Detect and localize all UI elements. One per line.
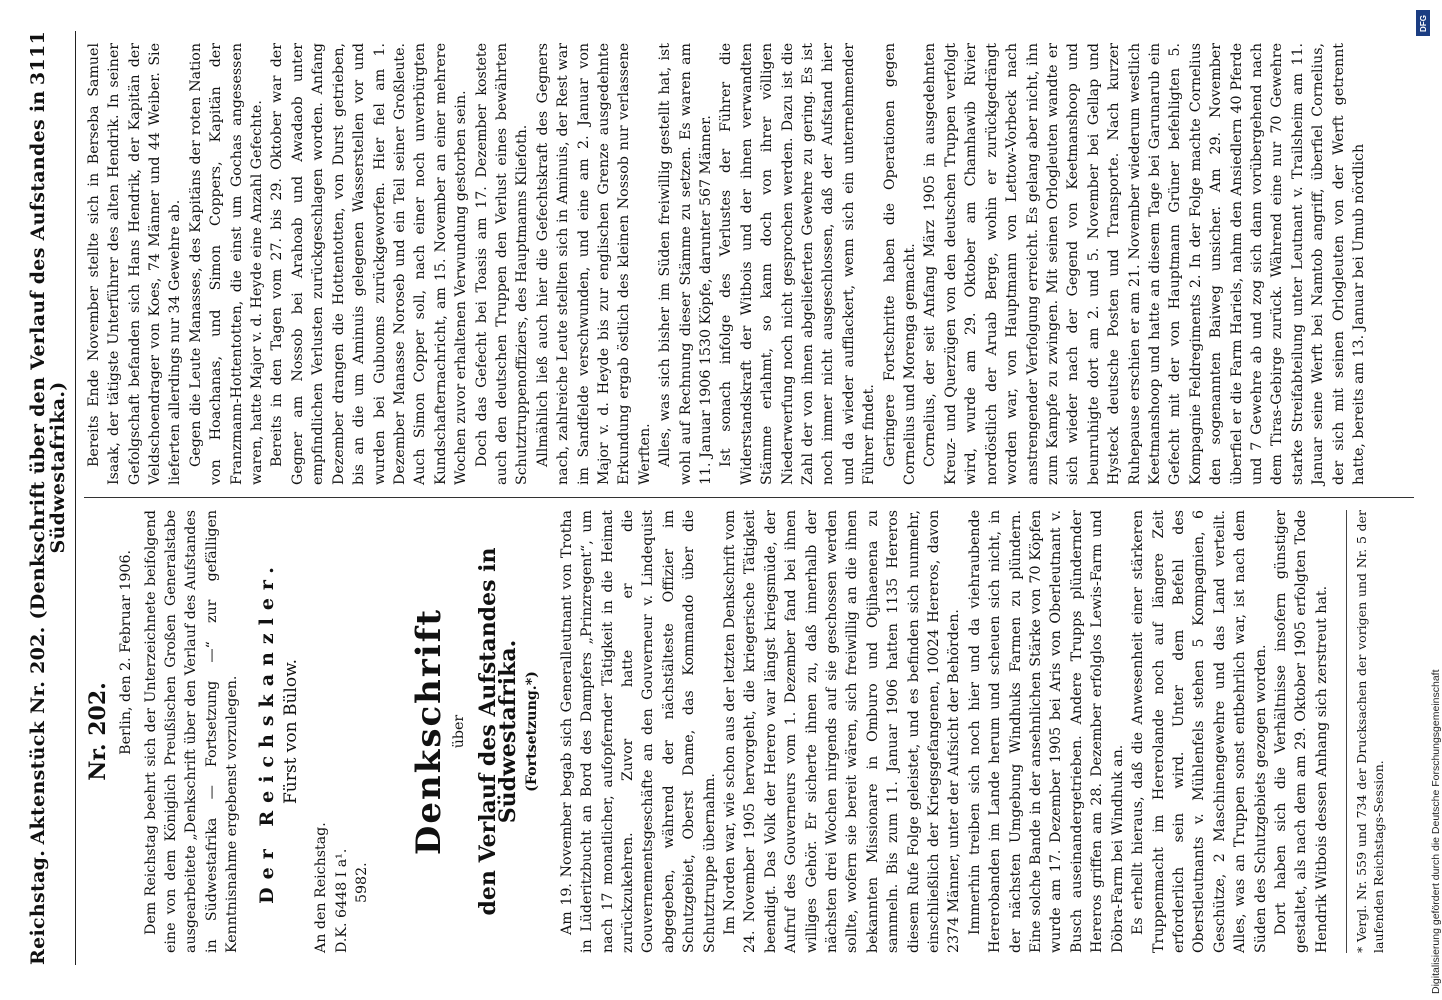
signatory-title: Der Reichskanzler. (255, 559, 278, 904)
intro-paragraph: Dem Reichstag beehrt sich der Unterzeichnete beifolgend eine von dem Königlich Preußischen Großen Generalstabe ausgearbeitete „Denkschrift über den Verlauf des Aufstandes in Südwestafrika — Fortsetzung —“ zur gefälligen Kenntnisnahme ergebenst vorzulegen. (142, 510, 241, 953)
document-date: Berlin, den 2. Februar 1906. (118, 550, 135, 755)
body-paragraph: Alles, was sich bisher im Süden freiwillig gestellt hat, ist wohl auf Rechnung dieser Stämme zu setzen. Es waren am 11. Januar 1906 1530 Köpfe, darunter 567 Männer. (657, 43, 714, 485)
reference-number: 5982. (354, 862, 371, 903)
memorandum-title: Denkschrift (408, 607, 449, 856)
body-paragraph: Cornelius, der seit Anfang März 1905 in ausgedehnten Kreuz- und Querzügen von den deutschen Truppen verfolgt wird, wurde am 29. Oktober am Chamhawib Rivier nordöstlich der Aruab Berge, wohin er zurückgedrängt worden war, von Hauptmann von Lettow-Vorbeck nach anstrengender Verfolgung erreicht. Es gelang aber nicht, ihn zum Kampfe zu zwingen. Mit seinen Orlogleuten wandte er sich wieder nach der Gegend von Keetmanshoop und beunruhigte dort am 2. und 5. November bei Gellap und Hysteck deutsche Posten und Transporte. Nach kurzer Ruhepause erschien er am 21. November wiederum westlich Keetmanshoop und hatte an diesem Tage bei Garunarub ein Gefecht mit der von Hauptmann Grüner befehligten 5. Kompagnie Feldregiments 2. In der Folge machte Cornelius den sogenannten Baiweg unsicher. Am 29. November überfiel er die Farm Hariels, nahm den Ansiedlern 40 Pferde und 7 Gewehre ab und zog sich dann vorübergehend nach dem Tiras-Gebirge zurück. Während eine nur 70 Gewehre starke Streifabteilung unter Leutnant v. Trailsheim am 11. Januar seine Werft bei Namtob angriff, überfiel Cornelius, der sich mit seinen Orlogleuten von der Werft getrennt hatte, bereits am 13. Januar bei Umub nördlich (922, 43, 1367, 485)
memorandum-ueber: über (451, 714, 468, 749)
body-paragraph: Ist sonach infolge des Verlustes der Führer die Widerstandskraft der Witbois und der ihnen verwandten Stämme erlahmt, so kann doch von ihrer völligen Niederwerfung noch nicht gesprochen werden. Dazu ist die Zahl der von ihnen abgelieferten Gewehre zu gering. Es ist noch immer nicht ausgeschlossen, daß der Aufstand hier und da wieder aufflackert, wenn sich ein unternehmender Führer findet. (718, 43, 878, 485)
body-paragraph: Im Norden war, wie schon aus der letzten Denkschrift vom 24. November 1905 hervorgeht, die kriegerische Tätigkeit beendigt. Das Volk der Herero war längst kriegsmüde, der Aufruf des Gouverneurs vom 1. Dezember fand bei ihnen williges Gehör. Er sicherte ihnen zu, daß innerhalb der nächsten drei Wochen nirgends auf sie geschossen werden sollte, wofern sie bereit wären, sich freiwillig an die ihnen bekannten Missionare in Omburo und Otjihaenena zu sammeln. Bis zum 11. Januar 1906 hatten 1135 Hereros diesem Rufe Folge geleistet, und es befinden sich nunmehr, einschließlich der Kriegsgefangenen, 10024 Hereros, davon 2374 Männer, unter der Aufsicht der Behörden. (721, 510, 963, 953)
document-number: Nr. 202. (84, 682, 111, 781)
text-columns (84, 31, 1414, 965)
body-paragraph: Allmählich ließ auch hier die Gefechtskraft des Gegners nach, zahlreiche Leute stellten sich in Aminuis, der Rest war im Sandfelde verschwunden, und eine am 2. Januar von Major v. d. Heyde bis zur englischen Grenze ausgedehnte Erkundung ergab östlich des kleinen Nossob nur verlassene Werften. (534, 43, 653, 485)
header-title: Aktenstück Nr. 202. (Denkschrift über den Verlauf des Aufstandes in Südwestafrika.) (27, 90, 70, 845)
body-paragraph: Immerhin treiben sich noch hier und da viehraubende Hererobanden im Lande herum und scheuen sich nicht, in der nächsten Umgebung Windhuks Farmen zu plündern. Eine solche Bande in der ansehnlichen Stärke von 70 Köpfen wurde am 17. Dezember 1905 bei Aris von Oberleutnant v. Busch auseinandergetrieben. Andere Trupps plündernder Hereros griffen am 28. Dezember erfolglos Lewis-Farm und Döbra-Farm bei Windhuk an. (966, 510, 1126, 953)
dfg-logo: DFG (1416, 10, 1430, 36)
body-paragraph: Geringere Fortschritte haben die Operationen gegen Cornelius und Morenga gemacht. (881, 43, 919, 485)
body-paragraph: Es erhellt hieraus, daß die Anwesenheit einer stärkeren Truppenmacht im Hererolande noch auf längere Zeit erforderlich sein wird. Unter dem Befehl des Oberstleutnants v. Mühlenfels stehen 5 Kompagnien, 6 Geschütze, 2 Maschinengewehre und das Land verteilt. Alles, was an Truppen sonst entbehrlich war, ist nach dem Süden des Schutzgebiets gezogen worden. (1130, 510, 1269, 953)
footnote: * Vergl. Nr. 559 und 734 der Drucksachen der vorigen und Nr. 5 der laufenden Reichstags-Session. (1346, 510, 1387, 953)
addressee: An den Reichstag. (313, 822, 330, 953)
left-column (84, 498, 1414, 965)
body-paragraph: Gegen die Leute Manasses, des Kapitäns der roten Nation von Hoachanas, und Simon Coppers, Kapitän der Franzmann-Hottentotten, die einst um Gochas angesessen waren, hatte Major v. d. Heyde eine Anzahl Gefechte. (187, 43, 266, 485)
reference-code: D.K. 6448 I a¹. (333, 848, 350, 953)
signatory-name: Fürst von Bülow. (281, 658, 302, 805)
right-column (84, 31, 1414, 498)
body-paragraph: Bereits Ende November stellte sich in Berseba Samuel Isaak, der tätigste Unterführer des alten Hendrik. In seiner Gefolgschaft befanden sich Hans Hendrik, der Kapitän der Veldschoendrager von Koes, 74 Männer und 44 Weiber. Sie lieferten allerdings nur 34 Gewehre ab. (85, 43, 184, 485)
page-header (28, 31, 76, 965)
digitization-note: Digitalisierung gefördert durch die Deutsche Forschungsgemeinschaft (1430, 669, 1442, 994)
memorandum-continuation: (Fortsetzung.*) (524, 671, 541, 792)
page-number: 3111 (27, 31, 49, 86)
header-reichstag: Reichstag. (27, 849, 49, 965)
body-paragraph: Dort haben sich die Verhältnisse insofern günstiger gestaltet, als nach dem am 29. Oktober 1905 erfolgten Tode Hendrik Witbois dessen Anhang sich zerstreut hat. (1272, 510, 1330, 953)
memorandum-subtitle: den Verlauf des Aufstandes in Südwestafrika. (474, 547, 521, 916)
document-page (0, 5, 1420, 995)
body-paragraph: Doch das Gefecht bei Toasis am 17. Dezember kostete auch den deutschen Truppen den Verlust eines bewährten Schutztruppenoffiziers, des Hauptmanns Kliefoth. (473, 43, 531, 485)
body-paragraph: Bereits in den Tagen vom 27. bis 29. Oktober war der Gegner am Nossob bei Arahoab und Awadaob unter empfindlichen Verlusten zurückgeschlagen worden. Anfang Dezember drangen die Hottentotten, von Durst getrieben, bis an die um Aminuis gelegenen Wasserstellen vor und wurden bei Gubuoms zurückgeworfen. Hier fiel am 1. Dezember Manasse Noroseb und ein Teil seiner Großleute. Auch Simon Copper soll, nach einer noch unverbürgten Kundschafternachricht, am 15. November an einer mehrere Wochen zuvor erhaltenen Verwundung gestorben sein. (269, 43, 470, 485)
body-paragraph: Am 19. November begab sich Generalleutnant von Trotha in Lüderitzbucht an Bord des Dampfers „Prinzregent“, um nach 17 monatlicher, aufopfernder Tätigkeit in die Heimat zurückzukehren. Zuvor hatte er die Gouvernementsgeschäfte an den Gouverneur v. Lindequist abgegeben, während der nächstälteste Offizier im Schutzgebiet, Oberst Dame, das Kommando über die Schutztruppe übernahm. (558, 510, 718, 953)
